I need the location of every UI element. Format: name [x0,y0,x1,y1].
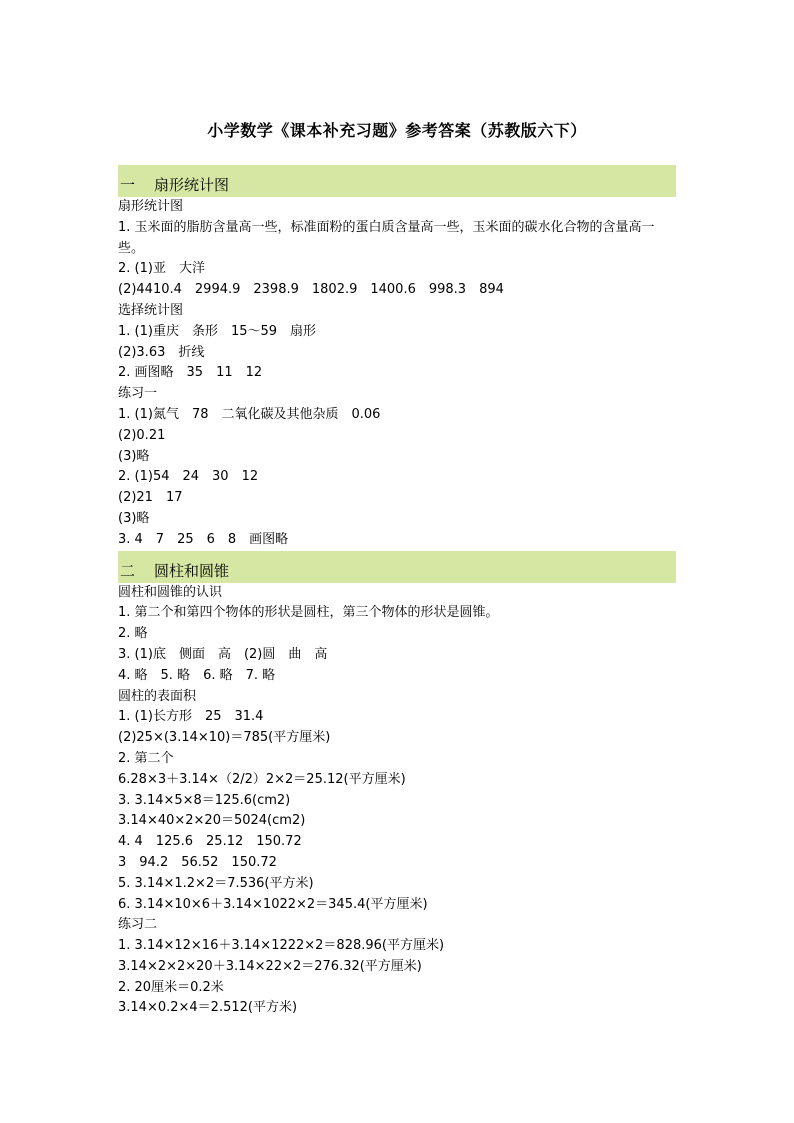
section-header [118,165,676,197]
answer-line: 3 94.2 56.52 150.72 [118,854,277,870]
answer-line: 3. (1)底 侧面 高 (2)圆 曲 高 [118,646,328,662]
answer-line: 练习二 [118,917,158,933]
answer-line: 圆柱和圆锥的认识 [118,584,223,600]
answer-line: 1. 3.14×12×16＋3.14×1222×2＝828.96(平方厘米) [118,938,445,954]
answer-line: 1. 第二个和第四个物体的形状是圆柱，第三个物体的形状是圆锥。 [118,605,499,621]
section-number: 一 [120,176,136,194]
section-title: 扇形统计图 [154,176,230,194]
page-title: 小学数学《课本补充习题》参考答案（苏教版六下） [207,121,587,140]
section-number: 二 [120,561,136,580]
answer-line: (3)略 [118,448,150,464]
answer-line: 2. 20厘米＝0.2米 [118,979,224,995]
answer-line: 圆柱的表面积 [118,688,197,704]
answer-line: 2. (1)54 24 30 12 [118,469,259,485]
section-title: 圆柱和圆锥 [154,561,230,580]
answer-line: 3.14×2×2×20＋3.14×22×2＝276.32(平方厘米) [118,958,422,974]
answer-line: 1. (1)重庆 条形 15～59 扇形 [118,323,317,339]
answer-line: (2)3.63 折线 [118,344,205,360]
answer-line: 2. (1)亚 大洋 [118,261,205,277]
answer-line: 练习一 [118,386,158,402]
section-body [118,197,676,551]
document-body [118,165,676,1019]
section-header [118,551,676,583]
answer-line: 4. 4 125.6 25.12 150.72 [118,834,302,850]
answer-line: (2)21 17 [118,490,183,506]
answer-line: 3. 3.14×5×8＝125.6(cm2) [118,792,291,808]
answer-line: 选择统计图 [118,302,184,318]
answer-line: 1. (1)氮气 78 二氧化碳及其他杂质 0.06 [118,406,381,422]
answer-line: (3)略 [118,510,150,526]
answer-line: 5. 3.14×1.2×2＝7.536(平方米) [118,875,314,891]
answer-line: 2. 略 [118,626,148,642]
answer-line: 扇形统计图 [118,199,184,214]
answer-line: 2. 画图略 35 11 12 [118,365,263,381]
answer-line: (2)25×(3.14×10)＝785(平方厘米) [118,730,331,746]
answer-line: 3.14×0.2×4＝2.512(平方米) [118,1000,298,1016]
answer-line: 6. 3.14×10×6＋3.14×1022×2＝345.4(平方厘米) [118,896,428,912]
answer-line: 1. (1)长方形 25 31.4 [118,709,264,725]
answer-line: 3. 4 7 25 6 8 画图略 [118,531,289,547]
answer-line: (2)0.21 [118,427,166,443]
answer-line: 4. 略 5. 略 6. 略 7. 略 [118,667,276,683]
answer-line: 2. 第二个 [118,750,174,766]
answer-line: 1. 玉米面的脂肪含量高一些，标准面粉的蛋白质含量高一些，玉米面的碳水化合物的含量高一些。 [118,219,655,256]
answer-line: 6.28×3＋3.14×（2/2）2×2＝25.12(平方厘米) [118,771,406,787]
section-body [118,583,676,1020]
answer-line: (2)4410.4 2994.9 2398.9 1802.9 1400.6 998.3 894 [118,282,504,298]
answer-line: 3.14×40×2×20＝5024(cm2) [118,813,306,829]
